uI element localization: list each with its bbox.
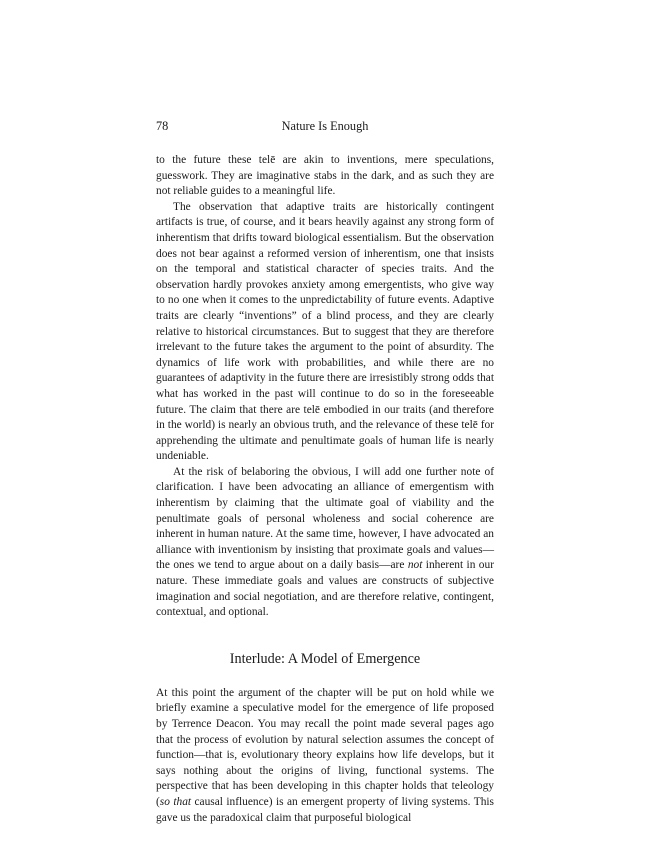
running-head: Nature Is Enough xyxy=(281,119,369,133)
paragraph-text-before-emphasis: At this point the argument of the chapter will be put on hold while we briefly examine a speculative model for the emergence of life proposed by Terrence Deacon. You may recall the point made several pages ago that the process of evolution by natural selection assumes the concept of function—that is, evolutionary theory explains how life develops, but it says nothing about the origins of living, functional systems. The perspective that has been developing in this chapter holds that teleology ( xyxy=(156,686,494,808)
section-heading: Interlude: A Model of Emergence xyxy=(229,650,421,667)
book-page xyxy=(156,118,494,826)
paragraph-continuation: to the future these telē are akin to inventions, mere speculations, guesswork. They are imaginative stabs in the dark, and as such they are not reliable guides to a meaningful life. xyxy=(156,154,494,198)
paragraph-text-after-emphasis: inherent in our nature. These immediate goals and values are constructs of subjective imagination and social negotiation, and are therefore relative, contingent, contextual, and optional. xyxy=(156,559,494,619)
page-header xyxy=(156,118,494,134)
paragraph-interlude xyxy=(156,686,494,826)
paragraph-text-after-emphasis: causal influence) is an emergent property of living systems. This gave us the paradoxical claim that purposeful biological xyxy=(156,795,494,824)
page-number: 78 xyxy=(156,119,169,133)
page-body xyxy=(156,153,494,826)
paragraph-adaptive-traits: The observation that adaptive traits are historically contingent artifacts is true, of course, and it bears heavily against any strong form of inherentism that drifts toward biological essentialism. But the observation does not bear against a reformed version of inherentism, one that insists on the temporal and statistical character of species traits. And the observation hardly provokes anxiety among emergentists, who give way to no one when it comes to the unpredictability of future events. Adaptive traits are clearly “inventions” of a blind process, and they are clearly relative to historical circumstances. But to suggest that they are therefore irrelevant to the future takes the argument to the point of absurdity. The dynamics of life work with probabilities, and while there are no guarantees of adaptivity in the future there are irresistibly strong odds that what has worked in the past will continue to do so in the foreseeable future. The claim that there are telē embodied in our traits (and therefore in the world) is nearly an obvious truth, and the relevance of these telē for apprehending the ultimate and penultimate goals of human life is nearly undeniable. xyxy=(156,200,494,463)
paragraph-text-before-emphasis: At the risk of belaboring the obvious, I will add one further note of clarification. I have been advocating an alliance of emergentism with inherentism by claiming that the ultimate goal of viability and the penultimate goals of personal wholeness and social coherence are inherent in human nature. At the same time, however, I have advocated an alliance with inventionism by insisting that proximate goals and values—the ones we tend to argue about on a daily basis—are xyxy=(156,465,494,572)
paragraph-clarification xyxy=(156,465,494,621)
emphasis-not: not xyxy=(407,559,423,572)
emphasis-so-that: so that xyxy=(159,795,192,808)
